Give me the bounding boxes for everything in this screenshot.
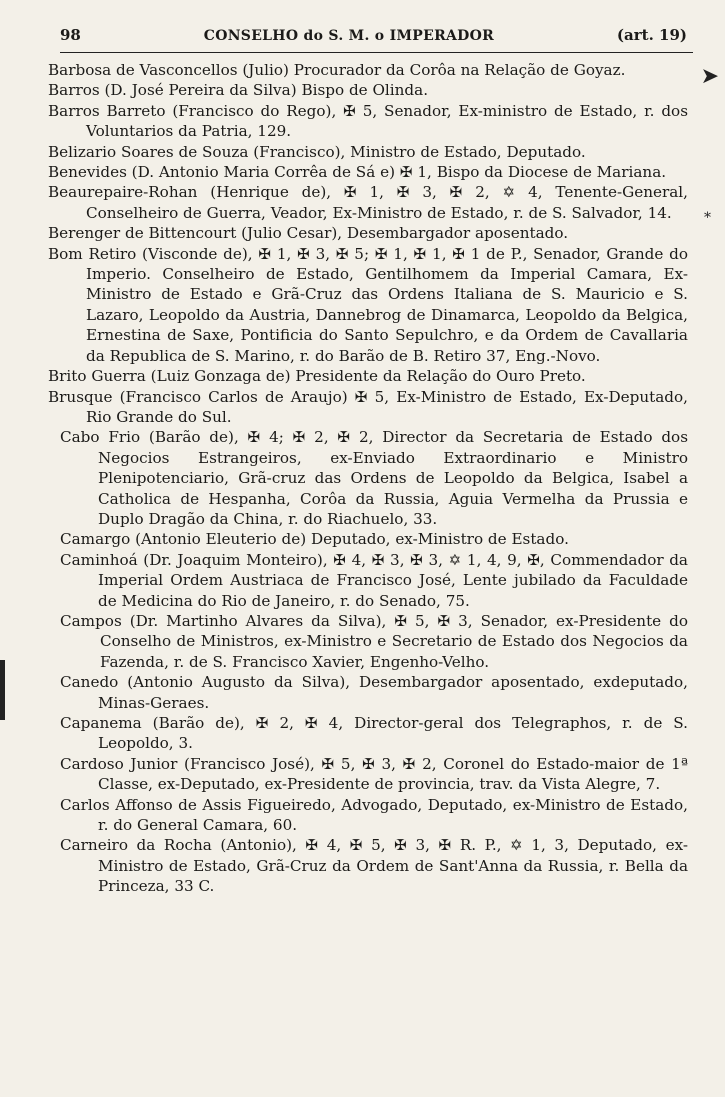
list-item: Bom Retiro (Visconde de), ✠ 1, ✠ 3, ✠ 5; ✠ 1, ✠ 1, ✠ 1 de P., Senador, Grande do Imperio. Conselheiro de Estado, Gentilhomem da Imperial Camara, Ex-Ministro de Estado e Grã-Cruz das Ordens Italiana de S. Mauricio e S. Lazaro, Leopoldo da Austria, Dannebrog de Dinamarca, Leopoldo da Belgica, Ernestina de Saxe, Pontificia do Santo Sepulchro, e da Ordem de Cavallaria da Republica de S. Marino, r. do Barão de B. Retiro 37, Eng.-Novo. [48,244,688,365]
list-item: Carlos Affonso de Assis Figueiredo, Advogado, Deputado, ex-Ministro de Estado, r. do General Camara, 60. [60,795,688,835]
list-item: Barbosa de Vasconcellos (Julio) Procurador da Corôa na Relação de Goyaz. [48,61,626,79]
list-item: Beaurepaire-Rohan (Henrique de), ✠ 1, ✠ 3, ✠ 2, ✡ 4, Tenente-General, Conselheiro de Guerra, Veador, Ex-Ministro de Estado, r. de S. Salvador, 14. [48,183,688,222]
ornament-icon: ➤ [700,64,719,89]
list-item: Cabo Frio (Barão de), ✠ 4; ✠ 2, ✠ 2, Director da Secretaria de Estado dos Negocios Estrangeiros, ex-Enviado Extraordinario e Ministro Plenipotenciario, Grã-cruz das Ordens de Leopoldo da Belgica, Isabel a Catholica de Hespanha, Corôa da Russia, Aguia Vermelha da Prussia e Duplo Dragão da China, r. do Riachuelo, 33. [60,428,688,528]
header-rule [60,52,693,53]
list-item: Barros (D. José Pereira da Silva) Bispo de Olinda. [48,81,429,100]
list-item: Brito Guerra (Luiz Gonzaga de) Presidente da Relação do Ouro Preto. [48,367,586,386]
article-reference: (art. 19) [616,26,687,44]
entry-list [48,60,688,897]
running-title: CONSELHO do S. M. o IMPERADOR [203,28,495,44]
list-item: Cardoso Junior (Francisco José), ✠ 5, ✠ 3, ✠ 2, Coronel do Estado-maior de 1ª Classe, ex-Deputado, ex-Presidente de provincia, trav. da Vista Alegre, 7. [60,754,688,794]
list-item: Canedo (Antonio Augusto da Silva), Desembargador aposentado, exdeputado, Minas-Geraes. [60,673,688,712]
binding-edge [0,660,5,720]
asterisk-icon: * [704,210,711,226]
list-item: Benevides (D. Antonio Maria Corrêa de Sá e) ✠ 1, Bispo da Diocese de Mariana. [48,163,667,182]
list-item: Campos (Dr. Martinho Alvares da Silva), ✠ 5, ✠ 3, Senador, ex-Presidente do Conselho de Ministros, ex-Ministro e Secretario de Estado dos Negocios da Fazenda, r. de S. Francisco Xavier, Engenho-Velho. [60,611,688,671]
list-item: Belizario Soares de Souza (Francisco), Ministro de Estado, Deputado. [48,142,586,161]
list-item: Berenger de Bittencourt (Julio Cesar), Desembargador aposentado. [48,224,569,243]
list-item: Caminhoá (Dr. Joaquim Monteiro), ✠ 4, ✠ 3, ✠ 3, ✡ 1, 4, 9, ✠, Commendador da Imperial Ordem Austriaca de Francisco José, Lente jubilado da Faculdade de Medicina do Rio de Janeiro, r. do Senado, 75. [60,550,688,610]
list-item: Camargo (Antonio Eleuterio de) Deputado, ex-Ministro de Estado. [60,530,569,549]
list-item: Barros Barreto (Francisco do Rego), ✠ 5, Senador, Ex-ministro de Estado, r. dos Voluntarios da Patria, 129. [48,101,688,141]
list-item: Carneiro da Rocha (Antonio), ✠ 4, ✠ 5, ✠ 3, ✠ R. P., ✡ 1, 3, Deputado, ex-Ministro de Estado, Grã-Cruz da Ordem de Sant'Anna da Russia, r. Bella da Princeza, 33 C. [60,836,688,896]
page-header [60,26,687,50]
list-item: Brusque (Francisco Carlos de Araujo) ✠ 5, Ex-Ministro de Estado, Ex-Deputado, Rio Grande do Sul. [48,387,688,426]
list-item: Capanema (Barão de), ✠ 2, ✠ 4, Director-geral dos Telegraphos, r. de S. Leopoldo, 3. [60,714,688,753]
page-number: 98 [60,26,81,44]
